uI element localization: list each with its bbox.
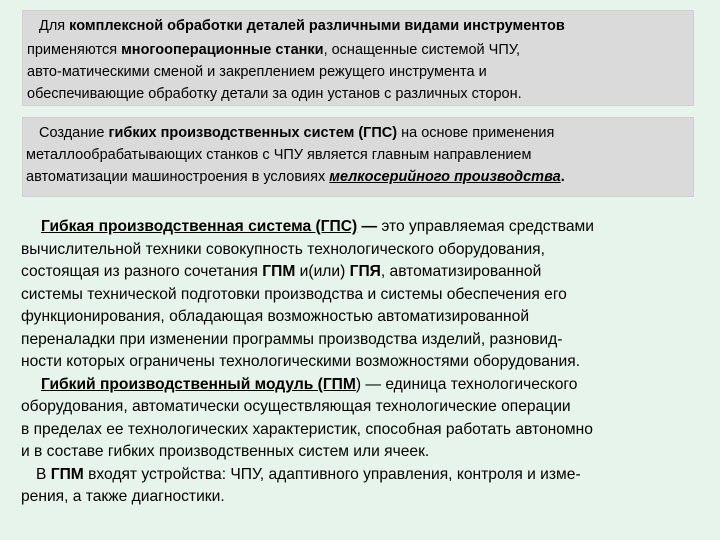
intro-line-3: авто-матическими сменой и закреплением режущего инструмента и xyxy=(27,64,487,80)
text: ) xyxy=(355,375,362,393)
text: и(или) xyxy=(295,263,350,280)
text: Для xyxy=(39,18,70,34)
emphasized-term: мелкосерийного производства xyxy=(329,169,561,185)
def-line-3 xyxy=(21,261,701,284)
def-line-12 xyxy=(21,464,701,487)
def-line-8 xyxy=(21,374,701,397)
def-line-2: вычислительной техники совокупность технологического оборудования, xyxy=(21,240,545,258)
text: применяются xyxy=(27,42,122,58)
def-line-11: и в составе гибких производственных систем или ячеек. xyxy=(21,443,430,460)
term-fms: Гибкая производственная система (ГПС) xyxy=(41,218,358,235)
text: Создание xyxy=(39,125,109,141)
text: . xyxy=(560,169,565,185)
text: входят устройства: ЧПУ, адаптивного управления, контроля и изме- xyxy=(83,465,581,483)
bold-term: гибких производственных систем (ГПС) xyxy=(108,125,398,141)
text: , автоматизированной xyxy=(380,263,542,280)
def-line-1 xyxy=(21,216,701,239)
bold-term: комплексной обработки деталей различными видами инструментов xyxy=(69,18,565,34)
term-fpm: Гибкий производственный модуль (ГПМ xyxy=(41,375,356,393)
abbr-gpm: ГПМ xyxy=(50,465,84,483)
def-line-13: рения, а также диагностики. xyxy=(21,488,225,505)
def-line-10: в пределах ее технологических характеристик, способная работать автономно xyxy=(21,420,593,438)
bold-term: многооперационные станки xyxy=(121,42,324,58)
fms-line-3 xyxy=(26,166,565,188)
text: на основе применения xyxy=(397,125,555,141)
def-line-9: оборудования, автоматически осуществляющая технологические операции xyxy=(21,398,571,415)
abbr-gpya: ГПЯ xyxy=(349,263,381,280)
intro-line-4: обеспечивающие обработку детали за один установ с различных сторон. xyxy=(27,86,522,102)
definitions-text xyxy=(21,216,701,509)
intro-line-2 xyxy=(27,39,520,61)
text: автоматизации машиностроения в условиях xyxy=(26,169,330,185)
intro-box-fms xyxy=(22,117,694,197)
text: , оснащенные системой ЧПУ, xyxy=(323,42,521,58)
text: это управляемая средствами xyxy=(377,218,594,235)
def-line-7: ности которых ограничены технологическими возможностями оборудования. xyxy=(21,353,581,370)
def-line-5: функционирования, обладающая возможностью автоматизированной xyxy=(21,308,530,325)
text: — единица технологического xyxy=(361,375,578,393)
fms-line-1 xyxy=(39,122,554,144)
intro-box-multioperation xyxy=(22,10,694,106)
dash: — xyxy=(357,218,378,235)
text: В xyxy=(36,465,51,483)
intro-line-1 xyxy=(39,15,565,37)
def-line-6: переналадки при изменении программы производства изделий, разновид- xyxy=(21,330,563,348)
text: состоящая из разного сочетания xyxy=(21,263,263,280)
fms-line-2: металлообрабатывающих станков с ЧПУ является главным направлением xyxy=(26,147,532,163)
def-line-4: системы технической подготовки производства и системы обеспечения его xyxy=(21,285,567,303)
abbr-gpm: ГПМ xyxy=(262,263,296,280)
